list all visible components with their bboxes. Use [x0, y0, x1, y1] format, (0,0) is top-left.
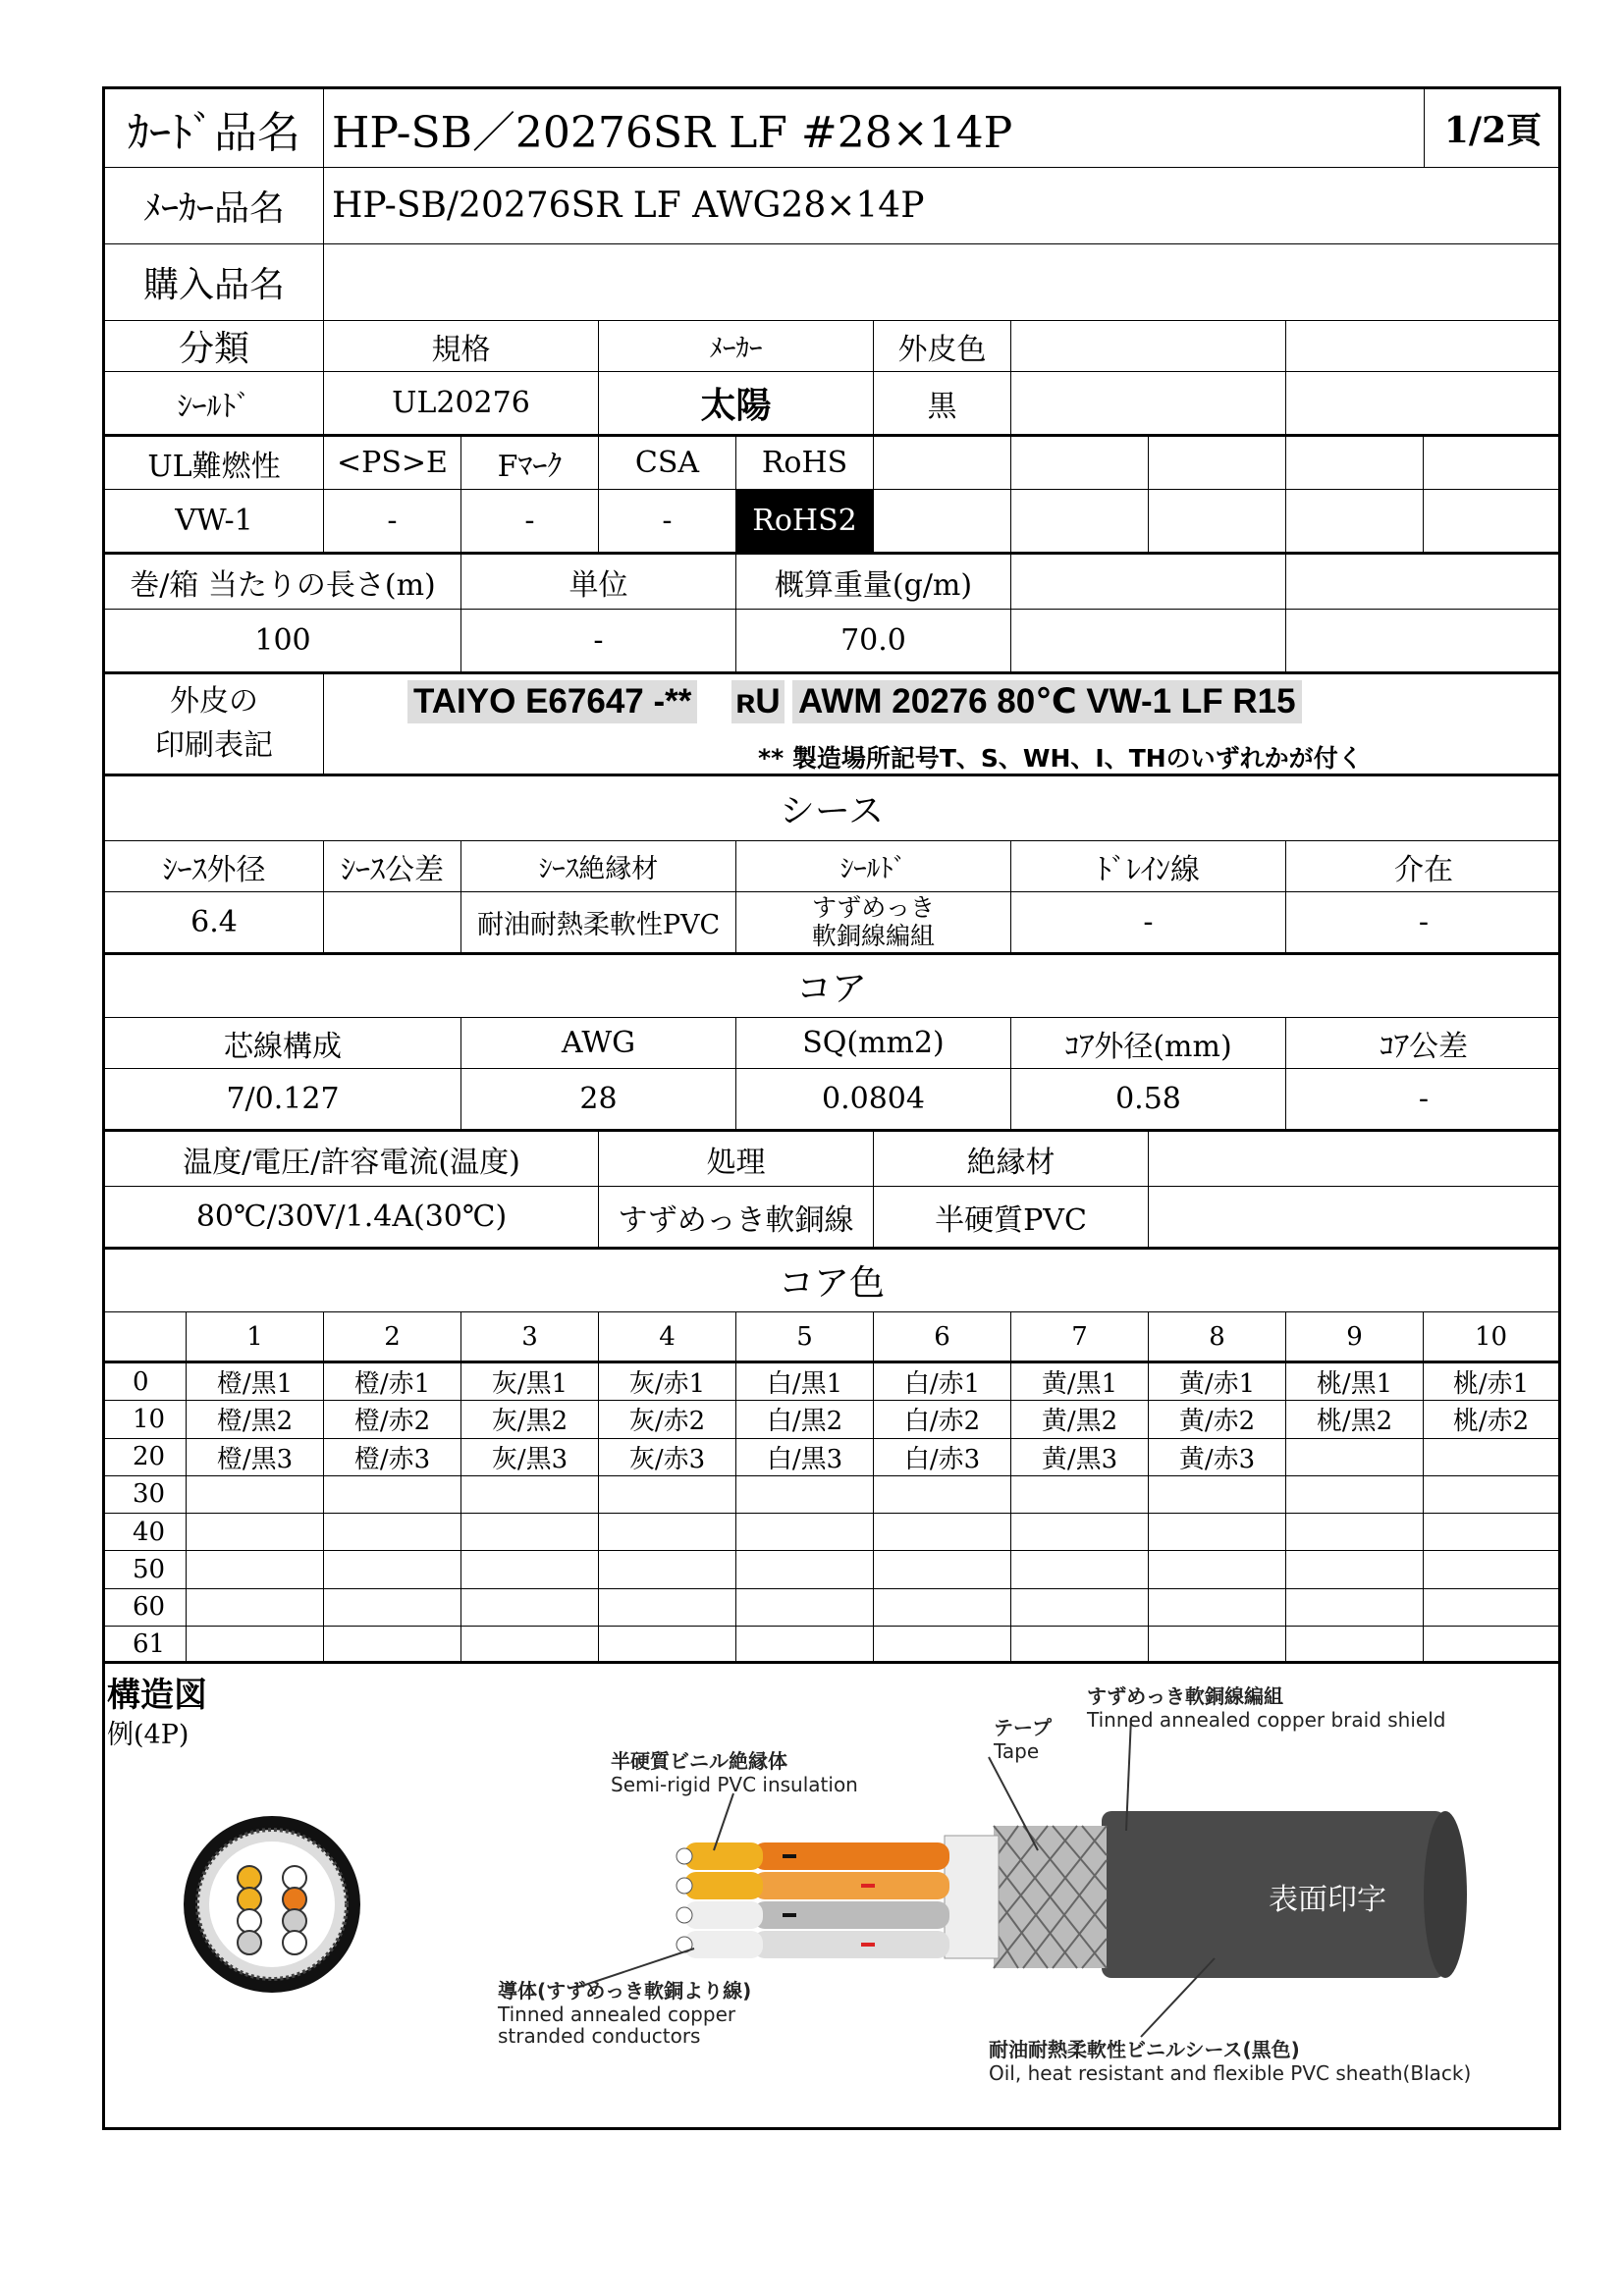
- blank-cell: [1286, 610, 1561, 671]
- rohs-header: RoHS: [736, 437, 874, 489]
- sheath-title: シース: [779, 791, 885, 831]
- card-name-value: HP-SB／20276SR LF #28×14P: [324, 89, 1425, 167]
- core-color-cell: [1286, 1589, 1424, 1626]
- classification-value: ｼｰﾙﾄﾞ: [105, 372, 324, 434]
- rating-header: 温度/電圧/許容電流(温度): [105, 1132, 599, 1186]
- core-color-row-label: 50: [105, 1551, 187, 1587]
- core-color-column-header: 2: [324, 1312, 461, 1361]
- structure-example: 例(4P): [107, 1720, 189, 1750]
- purchase-name-label: 購入品名: [105, 244, 324, 320]
- rating-value: 80℃/30V/1.4A(30℃): [105, 1187, 599, 1247]
- core-color-cell: 灰/黒2: [461, 1401, 599, 1437]
- flame-value: VW-1: [105, 490, 324, 552]
- core-color-cell: [1011, 1476, 1149, 1513]
- core-color-row-label: 40: [105, 1514, 187, 1550]
- awg-header: AWG: [461, 1018, 736, 1068]
- length-value: 100: [105, 610, 461, 671]
- core-color-row-label: 61: [105, 1627, 187, 1663]
- blank-cell: [874, 490, 1011, 552]
- core-color-cell: [1149, 1551, 1286, 1587]
- core-color-cell: [599, 1627, 736, 1663]
- core-color-cell: 黄/赤3: [1149, 1439, 1286, 1475]
- tape-label-jp: テープ: [994, 1716, 1052, 1739]
- sheath-label-en: Oil, heat resistant and flexible PVC sheath(Black): [989, 2061, 1472, 2085]
- sq-value: 0.0804: [736, 1069, 1011, 1129]
- core-color-cell: [1286, 1476, 1424, 1513]
- core-color-cell: [324, 1514, 461, 1550]
- core-color-cell: [324, 1476, 461, 1513]
- cable-structure-diagram: [105, 1664, 1558, 2123]
- core-color-title-row: [105, 1250, 1558, 1312]
- core-value-row: [105, 1069, 1558, 1132]
- core-color-cell: [874, 1589, 1011, 1626]
- core-color-cell: [1286, 1439, 1424, 1475]
- core-color-row: [105, 1514, 1558, 1551]
- cert-value-row: [105, 490, 1558, 555]
- maker-name-value: HP-SB/20276SR LF AWG28×14P: [332, 186, 925, 226]
- blank-cell: [874, 437, 1011, 489]
- awg-value: 28: [461, 1069, 736, 1129]
- insulation-label-en: Semi-rigid PVC insulation: [611, 1773, 858, 1796]
- core-color-cell: [874, 1627, 1011, 1663]
- core-color-column-header: 3: [461, 1312, 599, 1361]
- insulation-header: 絶縁材: [874, 1132, 1149, 1186]
- length-value-row: [105, 610, 1558, 674]
- core-color-cell: [736, 1551, 874, 1587]
- print-note: ** 製造場所記号T、S、WH、I、THのいずれかが付く: [758, 744, 1363, 773]
- core-color-cell: [874, 1476, 1011, 1513]
- unit-header: 単位: [461, 555, 736, 609]
- drain-value: -: [1011, 892, 1286, 952]
- card-name-label: ｶｰﾄﾞ品名: [105, 89, 324, 167]
- core-color-cell: 白/黒2: [736, 1401, 874, 1437]
- core-color-cell: [1011, 1514, 1149, 1550]
- core-color-cell: [1011, 1551, 1149, 1587]
- sheath-material-value: 耐油耐熱柔軟性PVC: [461, 892, 736, 952]
- pse-value: -: [324, 490, 461, 552]
- blank-cell: [1286, 372, 1561, 434]
- core-color-cell: 橙/黒3: [187, 1439, 324, 1475]
- core-color-column-header: 6: [874, 1312, 1011, 1361]
- maker-header: ﾒｰｶｰ: [599, 321, 874, 371]
- core-color-row-label: 30: [105, 1476, 187, 1513]
- standard-header: 規格: [324, 321, 599, 371]
- core-color-cell: [1149, 1476, 1286, 1513]
- treatment-value: すずめっき軟銅線: [599, 1187, 874, 1247]
- core-color-column-header: 4: [599, 1312, 736, 1361]
- sq-header: SQ(mm2): [736, 1018, 1011, 1068]
- core-header2-row: [105, 1132, 1558, 1187]
- core-color-cell: [1424, 1514, 1558, 1550]
- flame-header: UL難燃性: [105, 437, 324, 489]
- core-color-cell: [1011, 1589, 1149, 1626]
- core-color-cell: [736, 1514, 874, 1550]
- weight-header: 概算重量(g/m): [736, 555, 1011, 609]
- insulation-label-jp: 半硬質ビニル絶縁体: [611, 1749, 787, 1773]
- core-color-cell: [461, 1514, 599, 1550]
- drain-header: ﾄﾞﾚｲﾝ線: [1011, 841, 1286, 891]
- core-color-cell: [324, 1551, 461, 1587]
- shield-value-line2: 軟銅線編組: [811, 921, 935, 950]
- conductor-header: 芯線構成: [105, 1018, 461, 1068]
- core-color-row: [105, 1476, 1558, 1514]
- sheath-title-row: [105, 776, 1558, 841]
- blank-cell: [1286, 437, 1424, 489]
- core-color-column-header: 10: [1474, 1321, 1508, 1352]
- core-color-cell: [187, 1551, 324, 1587]
- core-color-cell: [736, 1476, 874, 1513]
- core-color-cell: [874, 1551, 1011, 1587]
- cross-section-drawing: [184, 1816, 360, 1993]
- weight-value: 70.0: [736, 610, 1011, 671]
- core-color-cell: 橙/黒2: [187, 1401, 324, 1437]
- core-color-cell: [461, 1551, 599, 1587]
- conductor-value: 7/0.127: [105, 1069, 461, 1129]
- f-mark-header: Fﾏｰｸ: [461, 437, 599, 489]
- blank-cell: [1286, 321, 1561, 371]
- core-color-cell: [1286, 1514, 1424, 1550]
- core-color-cell: [461, 1627, 599, 1663]
- core-color-cell: 桃/黒2: [1286, 1401, 1424, 1437]
- printing-label: [105, 674, 324, 774]
- core-color-cell: 黄/黒1: [1011, 1363, 1149, 1400]
- core-color-cell: 白/赤2: [874, 1401, 1011, 1437]
- core-color-row-label: 20: [105, 1439, 187, 1475]
- core-color-cell: 灰/赤2: [599, 1401, 736, 1437]
- core-color-cell: [1424, 1627, 1558, 1663]
- core-color-cell: [1149, 1627, 1286, 1663]
- core-color-cell: [1424, 1476, 1558, 1513]
- core-color-cell: 橙/赤1: [324, 1363, 461, 1400]
- core-color-cell: 橙/赤3: [324, 1439, 461, 1475]
- core-color-corner: [105, 1312, 187, 1361]
- core-color-cell: 灰/赤1: [599, 1363, 736, 1400]
- purchase-name-value: [324, 244, 1561, 320]
- print-text-a: TAIYO E67647 -**: [407, 680, 697, 723]
- core-color-row: [105, 1439, 1558, 1476]
- core-color-cell: [461, 1589, 599, 1626]
- core-color-cell: [736, 1627, 874, 1663]
- core-color-title: コア色: [778, 1263, 885, 1304]
- braid-label-en: Tinned annealed copper braid shield: [1087, 1708, 1446, 1732]
- surface-print-label: 表面印字: [1269, 1883, 1386, 1917]
- shield-value: [736, 892, 1011, 952]
- core-color-column-header: 1: [187, 1312, 324, 1361]
- core-color-cell: 白/赤3: [874, 1439, 1011, 1475]
- core-color-cell: [1149, 1589, 1286, 1626]
- conductor-label-en1: Tinned annealed copper: [498, 2002, 736, 2026]
- core-color-cell: 桃/赤2: [1452, 1407, 1530, 1437]
- blank-cell: [1149, 1132, 1561, 1186]
- spec-sheet: [102, 86, 1561, 2130]
- core-color-cell: 黄/赤1: [1149, 1363, 1286, 1400]
- blank-cell: [1149, 1187, 1561, 1247]
- sheath-tolerance-header: ｼｰｽ公差: [324, 841, 461, 891]
- core-color-cell: [1424, 1551, 1558, 1587]
- core-color-column-header: 5: [736, 1312, 874, 1361]
- filler-header: 介在: [1394, 852, 1453, 887]
- core-color-cell: 灰/赤3: [599, 1439, 736, 1475]
- core-color-cell: [187, 1476, 324, 1513]
- shield-value-line1: すずめっき: [811, 892, 935, 922]
- core-color-cell: 黄/黒2: [1011, 1401, 1149, 1437]
- core-color-column-header: 8: [1149, 1312, 1286, 1361]
- shield-header: ｼｰﾙﾄﾞ: [736, 841, 1011, 891]
- core-tolerance-value: -: [1418, 1082, 1430, 1116]
- core-color-table: [105, 1312, 1558, 1664]
- core-color-cell: 橙/黒1: [187, 1363, 324, 1400]
- f-mark-value: -: [461, 490, 599, 552]
- core-tolerance-header: ｺｱ公差: [1380, 1029, 1468, 1064]
- sheath-color-value: 黒: [874, 372, 1011, 434]
- blank-cell: [1011, 437, 1149, 489]
- pse-header: <PS>E: [324, 437, 461, 489]
- csa-header: CSA: [599, 437, 736, 489]
- printing-value: [324, 674, 1561, 774]
- length-header: 巻/箱 当たりの長さ(m): [105, 555, 461, 609]
- sheath-color-header: 外皮色: [874, 321, 1011, 371]
- core-color-cell: [1424, 1439, 1558, 1475]
- core-color-cell: [1424, 1589, 1558, 1626]
- maker-value: 太陽: [599, 372, 874, 434]
- core-color-cell: [461, 1476, 599, 1513]
- printing-row: [105, 674, 1558, 776]
- core-color-cell: 灰/黒3: [461, 1439, 599, 1475]
- core-color-cell: [324, 1627, 461, 1663]
- core-color-cell: [1286, 1627, 1424, 1663]
- core-color-cell: [874, 1514, 1011, 1550]
- core-od-header: ｺｱ外径(mm): [1011, 1018, 1286, 1068]
- sheath-material-header: ｼｰｽ絶縁材: [461, 841, 736, 891]
- insulation-value: 半硬質PVC: [874, 1187, 1149, 1247]
- core-color-row-label: 60: [105, 1589, 187, 1626]
- ul-mark-logo: ʀU: [731, 680, 785, 723]
- sheath-tolerance-value: [324, 892, 461, 952]
- blank-cell: [1011, 321, 1286, 371]
- printing-label-line2: 印刷表記: [155, 727, 273, 763]
- blank-cell: [1011, 490, 1149, 552]
- core-header-row: [105, 1018, 1558, 1069]
- core-color-row: [105, 1401, 1558, 1438]
- sheath-od-header: ｼｰｽ外径: [105, 841, 324, 891]
- printing-label-line1: 外皮の: [170, 684, 258, 719]
- core-color-cell: 白/黒1: [736, 1363, 874, 1400]
- core-color-cell: [324, 1589, 461, 1626]
- classification-header: 分類: [105, 321, 324, 371]
- core-color-header-row: [105, 1312, 1558, 1363]
- conductor-label-jp: 導体(すずめっき軟銅より線): [498, 1979, 752, 2002]
- core-color-cell: 灰/黒1: [461, 1363, 599, 1400]
- length-header-row: [105, 555, 1558, 610]
- sheath-od-value: 6.4: [105, 892, 324, 952]
- core-color-cell: [1286, 1551, 1424, 1587]
- core-color-cell: [599, 1589, 736, 1626]
- core-color-cell: 黄/黒3: [1011, 1439, 1149, 1475]
- blank-cell: [1149, 490, 1286, 552]
- sheath-header-row: [105, 841, 1558, 892]
- core-title-row: [105, 955, 1558, 1018]
- core-color-cell: 黄/赤2: [1149, 1401, 1286, 1437]
- maker-name-label: ﾒｰｶｰ品名: [105, 168, 324, 243]
- core-color-row-label: 10: [105, 1401, 187, 1437]
- core-color-cell: [599, 1514, 736, 1550]
- braid-label-jp: すずめっき軟銅線編組: [1087, 1684, 1283, 1708]
- core-color-column-header: 7: [1011, 1312, 1149, 1361]
- blank-cell: [1286, 555, 1561, 609]
- core-color-column-header: 9: [1286, 1312, 1424, 1361]
- treatment-header: 処理: [599, 1132, 874, 1186]
- core-title: コア: [795, 969, 867, 1009]
- core-color-row-label: 0: [105, 1363, 187, 1400]
- core-color-row: [105, 1363, 1558, 1401]
- classification-value-row: [105, 372, 1558, 437]
- core-color-row: [105, 1589, 1558, 1627]
- tape-label-en: Tape: [994, 1739, 1040, 1763]
- page-number: 1/2頁: [1443, 110, 1543, 151]
- blank-cell: [1011, 555, 1286, 609]
- cert-header-row: [105, 437, 1558, 490]
- blank-cell: [1424, 490, 1561, 552]
- core-color-cell: [599, 1476, 736, 1513]
- csa-value: -: [599, 490, 736, 552]
- classification-header-row: [105, 321, 1558, 372]
- conductor-label-en2: stranded conductors: [498, 2024, 701, 2048]
- sheath-label-jp: 耐油耐熱柔軟性ビニルシース(黒色): [989, 2038, 1300, 2061]
- maker-name-row: [105, 168, 1558, 244]
- core-color-cell: 橙/赤2: [324, 1401, 461, 1437]
- core-color-cell: [1149, 1514, 1286, 1550]
- core-color-cell: [187, 1589, 324, 1626]
- rohs-value: RoHS2: [736, 490, 874, 552]
- core-color-cell: [1011, 1627, 1149, 1663]
- blank-cell: [1424, 437, 1561, 489]
- core-color-cell: [187, 1514, 324, 1550]
- structure-title: 構造図: [107, 1676, 207, 1715]
- core-od-value: 0.58: [1011, 1069, 1286, 1129]
- sheath-value-row: [105, 892, 1558, 955]
- structure-section: [105, 1664, 1558, 2127]
- purchase-name-row: [105, 244, 1558, 321]
- core-value2-row: [105, 1187, 1558, 1250]
- blank-cell: [1286, 490, 1424, 552]
- unit-value: -: [461, 610, 736, 671]
- filler-value: -: [1418, 905, 1430, 939]
- core-color-cell: [187, 1627, 324, 1663]
- print-text-b: AWM 20276 80℃ VW-1 LF R15: [792, 680, 1302, 723]
- core-color-cell: 桃/赤1: [1452, 1369, 1530, 1400]
- blank-cell: [1011, 610, 1286, 671]
- core-color-row: [105, 1627, 1558, 1664]
- blank-cell: [1011, 372, 1286, 434]
- standard-value: UL20276: [324, 372, 599, 434]
- card-name-row: [105, 89, 1558, 168]
- core-color-cell: [736, 1589, 874, 1626]
- core-color-cell: [599, 1551, 736, 1587]
- blank-cell: [1149, 437, 1286, 489]
- core-color-row: [105, 1551, 1558, 1588]
- core-color-cell: 白/赤1: [874, 1363, 1011, 1400]
- core-color-cell: 桃/黒1: [1286, 1363, 1424, 1400]
- core-color-cell: 白/黒3: [736, 1439, 874, 1475]
